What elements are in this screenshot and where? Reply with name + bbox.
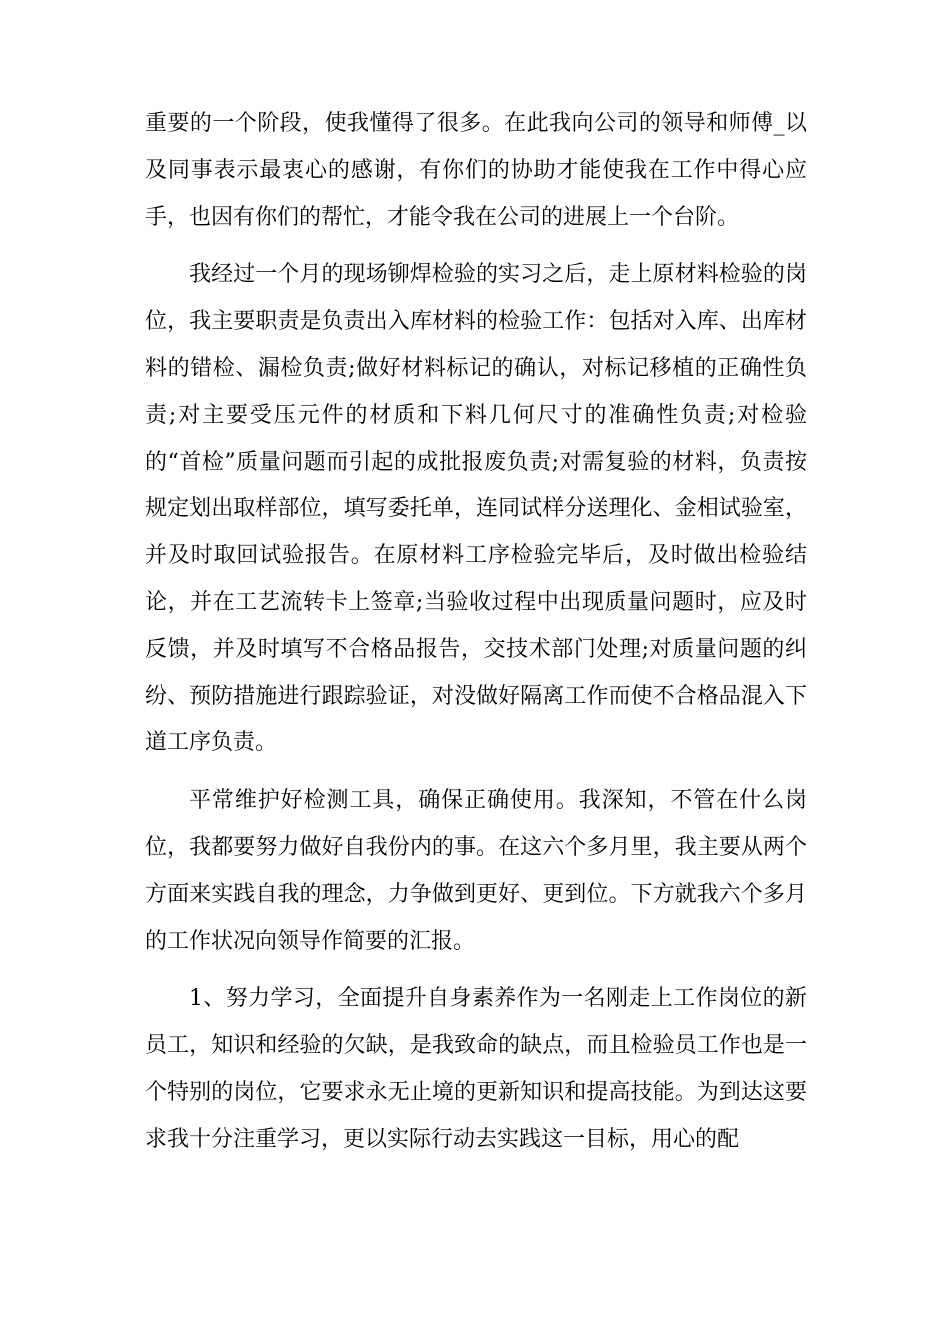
paragraph-duties: 我经过一个月的现场铆焊检验的实习之后，走上原材料检验的岗位，我主要职责是负责出入库材料的检验工作：包括对入库、出库材料的错检、漏检负责;做好材料标记的确认，对标记移植的正确性负责;对主要受压元件的材质和下料几何尺寸的准确性负责;对检验的“首检”质量问题而引起的成批报废负责;对需复验的材料，负责按规定划出取样部位，填写委托单，连同试样分送理化、金相试验室，并及时取回试验报告。在原材料工序检验完毕后，及时做出检验结论，并在工艺流转卡上签章;当验收过程中出现质量问题时，应及时反馈，并及时填写不合格品报告，交技术部门处理;对质量问题的纠纷、预防措施进行跟踪验证，对没做好隔离工作而使不合格品混入下道工序负责。 [145,262,807,756]
paragraph-continuation: 重要的一个阶段，使我懂得了很多。在此我向公司的领导和师傅_以及同事表示最衷心的感谢，有你们的协助才能使我在工作中得心应手，也因有你们的帮忙，才能令我在公司的进展上一个台阶。 [145,111,807,230]
document-body [145,101,807,1175]
paragraph-maintenance: 平常维护好检测工具，确保正确使用。我深知，不管在什么岗位，我都要努力做好自我份内的事。在这六个多月里，我主要从两个方面来实践自我的理念，力争做到更好、更到位。下方就我六个多月的工作状况向领导作简要的汇报。 [145,788,807,954]
paragraph-learning: 1、努力学习，全面提升自身素养作为一名刚走上工作岗位的新员工，知识和经验的欠缺，是我致命的缺点，而且检验员工作也是一个特别的岗位，它要求永无止境的更新知识和提高技能。为到达这要求我十分注重学习，更以实际行动去实践这一目标，用心的配 [145,986,807,1152]
